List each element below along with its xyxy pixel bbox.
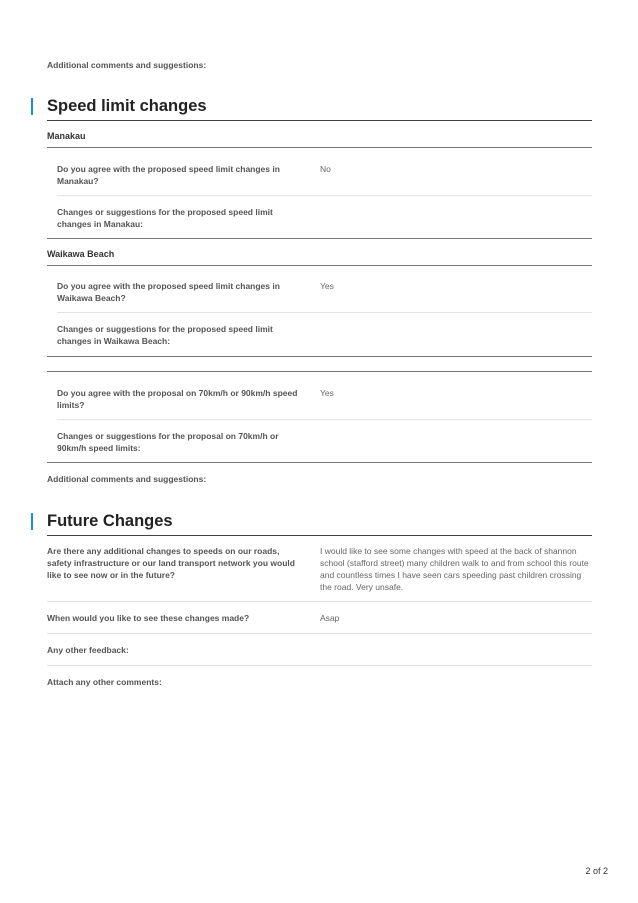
waikawa-subheading: Waikawa Beach [47,249,115,259]
speed-comments-label: Additional comments and suggestions: [47,474,207,484]
manakau-agree-answer: No [320,164,331,174]
future-section-title: Future Changes [47,512,173,530]
page-number: 2 of 2 [585,866,608,876]
speed-section-title: Speed limit changes [47,97,207,115]
section-accent-bar [31,98,33,115]
section-divider [47,535,592,536]
row-divider [47,665,592,666]
subsection-divider [47,371,592,372]
waikawa-changes-question: Changes or suggestions for the proposed speed limit changes in Waikawa Beach: [57,324,273,346]
row-divider [47,601,592,602]
subsection-divider [47,356,592,357]
row-divider [57,312,592,313]
subsection-divider [47,265,592,266]
manakau-subheading: Manakau [47,131,86,141]
manakau-agree-question: Do you agree with the proposed speed limit changes in Manakau? [57,164,280,186]
when-question: When would you like to see these changes made? [47,613,250,623]
waikawa-agree-question: Do you agree with the proposed speed limit changes in Waikawa Beach? [57,281,280,303]
feedback-question: Any other feedback: [47,645,129,655]
attach-question: Attach any other comments: [47,677,162,687]
row-divider [57,419,592,420]
subsection-divider [47,238,592,239]
when-answer: Asap [320,613,340,623]
subsection-divider [47,462,592,463]
additional-changes-question: Are there any additional changes to speeds on our roads, safety infrastructure or our land transport network you would like to see now or in the future? [47,546,295,580]
section-divider [47,120,592,121]
subsection-divider [47,147,592,148]
additional-changes-answer: I would like to see some changes with speed at the back of shannon school (stafford street) many children walk to and from school this route and countless times I have seen cars speeding past children crossing the road. Very unsafe. [320,546,589,592]
row-divider [57,195,592,196]
rural-agree-question: Do you agree with the proposal on 70km/h or 90km/h speed limits? [57,388,298,410]
section-accent-bar [31,513,33,530]
row-divider [47,633,592,634]
waikawa-agree-answer: Yes [320,281,334,291]
rural-agree-answer: Yes [320,388,334,398]
rural-changes-question: Changes or suggestions for the proposal on 70km/h or 90km/h speed limits: [57,431,279,453]
additional-comments-label: Additional comments and suggestions: [47,60,207,70]
manakau-changes-question: Changes or suggestions for the proposed speed limit changes in Manakau: [57,207,273,229]
